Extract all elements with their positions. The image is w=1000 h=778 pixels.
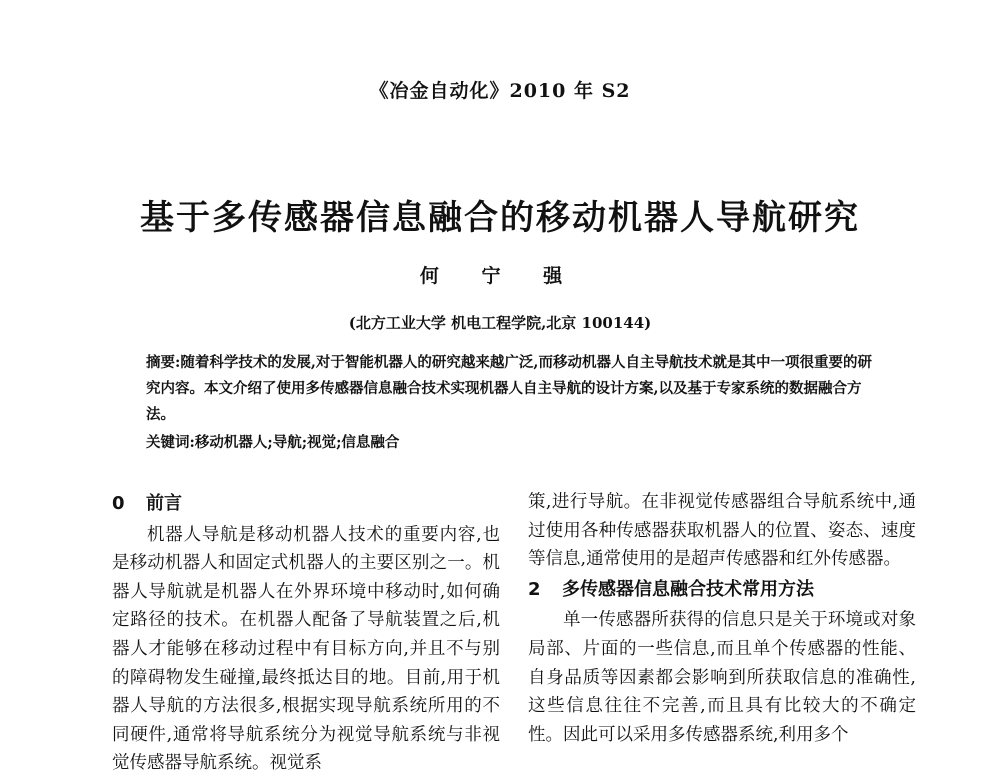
section-0-number: 0 [112, 493, 125, 514]
section-2-paragraph: 单一传感器所获得的信息只是关于环境或对象局部、片面的一些信息,而且单个传感器的性能、自身品质等因素都会影响到所获取信息的准确性,这些信息往往不完善,而且具有比较大的不确定性。因此可以采用多传感器系统,利用多个 [528, 610, 916, 745]
section-0-title: 前言 [146, 493, 182, 514]
section-2-number: 2 [528, 578, 541, 600]
left-column [112, 488, 500, 778]
abstract-label: 摘要: [146, 354, 181, 371]
section-0-paragraph: 机器人导航是移动机器人技术的重要内容,也是移动机器人和固定式机器人的主要区别之一。机器人导航就是机器人在外界环境中移动时,如何确定路径的技术。在机器人配备了导航装置之后,机器人才能够在移动过程中有目标方向,并且不与别的障碍物发生碰撞,最终抵达目的地。目前,用于机器人导航的方法很多,根据实现导航系统所用的不同硬件,通常将导航系统分为视觉导航系统与非视觉传感器导航系统。视觉系 [112, 524, 500, 774]
continued-paragraph: 策,进行导航。在非视觉传感器组合导航系统中,通过使用各种传感器获取机器人的位置、姿态、速度等信息,通常使用的是超声传感器和红外传感器。 [528, 492, 916, 570]
section-2-title: 多传感器信息融合技术常用方法 [562, 578, 814, 600]
journal-header: 《冶金自动化》2010 年 S2 [369, 80, 631, 102]
keywords [146, 430, 886, 456]
paper-title: 基于多传感器信息融合的移动机器人导航研究 [140, 198, 860, 238]
abstract-text: 随着科学技术的发展,对于智能机器人的研究越来越广泛,而移动机器人自主导航技术就是其中一项很重要的研究内容。本文介绍了使用多传感器信息融合技术实现机器人自主导航的设计方案,以及基于专家系统的数据融合方法。 [146, 354, 872, 423]
keywords-label: 关键词: [146, 434, 195, 451]
keywords-text: 移动机器人;导航;视觉;信息融合 [194, 434, 400, 451]
section-2-heading [528, 576, 916, 605]
right-column [528, 488, 916, 749]
author-name: 何 宁 强 [419, 265, 581, 287]
author-affiliation: (北方工业大学 机电工程学院,北京 100144) [348, 314, 652, 332]
abstract [146, 350, 886, 428]
section-0-heading [112, 490, 500, 519]
